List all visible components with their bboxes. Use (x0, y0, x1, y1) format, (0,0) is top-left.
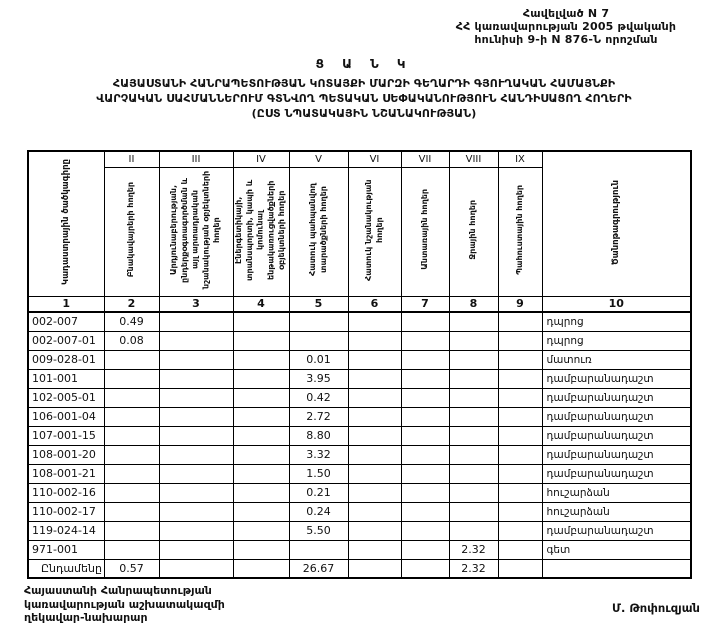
cell-area-value (104, 350, 159, 369)
cell-cadastral-code: 002-007 (28, 312, 104, 331)
cell-area-value (348, 388, 401, 407)
cell-area-value (348, 559, 401, 578)
cell-area-value: 0.08 (104, 331, 159, 350)
cell-area-value (449, 483, 498, 502)
col-number: 2 (104, 296, 159, 312)
cell-note: գետ (542, 540, 691, 559)
cell-area-value: 3.32 (289, 445, 348, 464)
land-categories-table (27, 150, 692, 579)
cell-area-value (233, 464, 289, 483)
cell-area-value: 5.50 (289, 521, 348, 540)
col-header-text: Բնակավայրերի հողեր (126, 181, 136, 278)
cell-area-value: 2.72 (289, 407, 348, 426)
cell-area-value: 0.57 (104, 559, 159, 578)
cell-area-value: 1.50 (289, 464, 348, 483)
cell-area-value (401, 540, 449, 559)
cell-area-value (401, 521, 449, 540)
cell-area-value: 26.67 (289, 559, 348, 578)
document-type-heading: Ց Ա Ն Կ (315, 57, 413, 71)
cell-area-value (401, 350, 449, 369)
table-row (28, 407, 691, 426)
col-header-text: Ջրային հողեր (468, 199, 478, 260)
cell-area-value (233, 350, 289, 369)
cell-area-value (104, 540, 159, 559)
cell-area-value (498, 540, 542, 559)
cell-area-value (348, 483, 401, 502)
col-number: 1 (28, 296, 104, 312)
cell-area-value (289, 331, 348, 350)
cell-note: դամբարանադաշտ (542, 369, 691, 388)
cell-area-value (233, 559, 289, 578)
cell-cadastral-code: 102-005-01 (28, 388, 104, 407)
cell-area-value (401, 464, 449, 483)
col-header-forest-lands (401, 167, 449, 296)
cell-area-value (498, 464, 542, 483)
cell-area-value (104, 426, 159, 445)
cell-area-value (449, 502, 498, 521)
cell-cadastral-code: 108-001-21 (28, 464, 104, 483)
cell-area-value (401, 483, 449, 502)
issuer-line: կառավարության աշխատակազմի (24, 597, 225, 611)
cell-area-value (104, 407, 159, 426)
table-row (28, 464, 691, 483)
col-header-text: Պահուստային հողեր (514, 184, 524, 275)
cell-area-value (449, 369, 498, 388)
col-numeral: V (289, 151, 348, 167)
col-header-cadastral-code (28, 151, 104, 296)
annex-line: ՀՀ կառավարության 2005 թվականի (455, 20, 677, 33)
col-header-text: Արդյունաբերության, ընդերքօգտագործման և այլ արտադրական նշանակության օբյեկտների հողեր (169, 170, 222, 289)
annex-reference-block (420, 7, 712, 46)
cell-note: մատուռ (542, 350, 691, 369)
cell-area-value (159, 464, 233, 483)
title-line: ՀԱՅԱՍՏԱՆԻ ՀԱՆՐԱՊԵՏՈՒԹՅԱՆ ԿՈՏԱՅՔԻ ՄԱՐԶԻ ԳԵՂԱՐԴԻ ԳՅՈՒՂԱԿԱՆ ՀԱՄԱՅՆՔԻ (112, 77, 616, 90)
cell-area-value (401, 407, 449, 426)
col-number: 7 (401, 296, 449, 312)
cell-area-value (159, 559, 233, 578)
cell-area-value (159, 388, 233, 407)
table-row (28, 369, 691, 388)
cell-area-value (159, 445, 233, 464)
cell-note: դամբարանադաշտ (542, 521, 691, 540)
cell-area-value (233, 540, 289, 559)
col-number: 8 (449, 296, 498, 312)
cell-area-value (348, 540, 401, 559)
table-row (28, 502, 691, 521)
col-number: 4 (233, 296, 289, 312)
cell-cadastral-code: 106-001-04 (28, 407, 104, 426)
cell-area-value (104, 445, 159, 464)
cell-area-value (348, 312, 401, 331)
cell-area-value (348, 369, 401, 388)
annex-line: Հավելված N 7 (522, 7, 610, 20)
cell-area-value (498, 331, 542, 350)
cell-area-value (401, 445, 449, 464)
cell-area-value (348, 407, 401, 426)
cell-cadastral-code: 107-001-15 (28, 426, 104, 445)
roman-numeral-row (28, 151, 691, 167)
col-number: 6 (348, 296, 401, 312)
col-numeral: II (104, 151, 159, 167)
table-row (28, 312, 691, 331)
cell-area-value (401, 426, 449, 445)
cell-area-value (159, 407, 233, 426)
cell-area-value (449, 388, 498, 407)
cell-area-value (104, 464, 159, 483)
cell-cadastral-code: 108-001-20 (28, 445, 104, 464)
cell-area-value: 0.42 (289, 388, 348, 407)
col-header-special-purpose-lands (348, 167, 401, 296)
cell-area-value (449, 331, 498, 350)
cell-area-value (498, 559, 542, 578)
document-title (4, 76, 724, 121)
table-body (28, 312, 691, 578)
cell-area-value (159, 312, 233, 331)
cell-area-value (233, 502, 289, 521)
cell-cadastral-code: 119-024-14 (28, 521, 104, 540)
cell-area-value (233, 407, 289, 426)
cell-note: հուշարձան (542, 502, 691, 521)
cell-area-value (104, 388, 159, 407)
issuer-line: Հայաստանի Հանրապետության (24, 584, 212, 597)
cell-area-value (498, 483, 542, 502)
cell-area-value (159, 521, 233, 540)
cell-area-value (104, 483, 159, 502)
cell-area-value (498, 502, 542, 521)
table-row (28, 426, 691, 445)
cell-area-value (233, 388, 289, 407)
cell-note: դպրոց (542, 312, 691, 331)
cell-area-value (498, 426, 542, 445)
issuer-line: ղեկավար-նախարար (24, 611, 148, 624)
cell-area-value (233, 521, 289, 540)
cell-area-value (498, 312, 542, 331)
col-header-text: Հատուկ պահպանվող տարածքների հողեր (307, 183, 328, 276)
cell-area-value (449, 464, 498, 483)
cell-area-value (159, 540, 233, 559)
col-header-text: Էներգետիկայի, տրանսպորտի, կապի և կոմունալ ենթակառուցվածքների օբյեկտների հողեր (234, 178, 287, 281)
column-numbers-row (28, 296, 691, 312)
cell-area-value (498, 388, 542, 407)
cell-area-value (449, 445, 498, 464)
annex-line: հունիսի 9-ի N 876-Ն որոշման (474, 33, 658, 46)
col-header-note (542, 151, 691, 296)
col-numeral: III (159, 151, 233, 167)
cell-area-value (401, 388, 449, 407)
cell-area-value (348, 521, 401, 540)
table-row (28, 445, 691, 464)
cell-area-value (401, 502, 449, 521)
cell-area-value (104, 502, 159, 521)
cell-area-value (159, 483, 233, 502)
cell-note: դամբարանադաշտ (542, 388, 691, 407)
title-line: ՎԱՐՉԱԿԱՆ ՍԱՀՄԱՆՆԵՐՈՒՄ ԳՏՆՎՈՂ ՊԵՏԱԿԱՆ ՍԵՓԱԿԱՆՈՒԹՅՈՒՆ ՀԱՆԴԻՍԱՑՈՂ ՀՈՂԵՐԻ (96, 92, 632, 105)
cell-cadastral-code: 009-028-01 (28, 350, 104, 369)
cell-area-value: 2.32 (449, 559, 498, 578)
cell-area-value: 3.95 (289, 369, 348, 388)
cell-cadastral-code: 971-001 (28, 540, 104, 559)
cell-area-value (348, 350, 401, 369)
cell-area-value (233, 445, 289, 464)
col-number: 10 (542, 296, 691, 312)
col-number: 5 (289, 296, 348, 312)
cell-area-value: 2.32 (449, 540, 498, 559)
cell-area-value (104, 521, 159, 540)
cell-area-value (498, 445, 542, 464)
cell-area-value (449, 521, 498, 540)
cell-area-value (498, 369, 542, 388)
cell-area-value (348, 426, 401, 445)
col-header-text: Կադաստրային ծածկագիրը (60, 159, 71, 286)
cell-area-value (233, 369, 289, 388)
total-row (28, 559, 691, 578)
cell-area-value (159, 350, 233, 369)
cell-area-value (449, 407, 498, 426)
col-header-text: Հատուկ նշանակության հողեր (363, 178, 384, 281)
cell-area-value (289, 312, 348, 331)
table-row (28, 540, 691, 559)
cell-area-value (498, 407, 542, 426)
col-header-protected-areas-lands (289, 167, 348, 296)
cell-cadastral-code: 002-007-01 (28, 331, 104, 350)
cell-area-value (233, 483, 289, 502)
cell-area-value (348, 445, 401, 464)
cell-area-value (498, 350, 542, 369)
issuer-block (24, 584, 225, 625)
col-header-water-lands (449, 167, 498, 296)
cell-cadastral-code: 110-002-16 (28, 483, 104, 502)
cell-area-value (159, 426, 233, 445)
col-numeral: IV (233, 151, 289, 167)
cell-area-value (498, 521, 542, 540)
table-row (28, 388, 691, 407)
cell-area-value (401, 369, 449, 388)
table-row (28, 350, 691, 369)
col-header-text: Անտառային հողեր (419, 189, 429, 270)
col-numeral: IX (498, 151, 542, 167)
cell-area-value (449, 426, 498, 445)
cell-area-value (348, 502, 401, 521)
cell-note: դամբարանադաշտ (542, 426, 691, 445)
col-numeral: VI (348, 151, 401, 167)
cell-note: հուշարձան (542, 483, 691, 502)
table-row (28, 483, 691, 502)
signature-name: Մ. Թոփուզյան (612, 601, 700, 615)
cell-cadastral-code: 101-001 (28, 369, 104, 388)
cell-note: դպրոց (542, 331, 691, 350)
cell-area-value: 0.01 (289, 350, 348, 369)
col-header-industry-lands (159, 167, 233, 296)
cell-area-value (401, 331, 449, 350)
cell-area-value (159, 331, 233, 350)
cell-note: դամբարանադաշտ (542, 407, 691, 426)
col-numeral: VIII (449, 151, 498, 167)
cell-area-value (159, 502, 233, 521)
cell-area-value: 0.21 (289, 483, 348, 502)
table-row (28, 331, 691, 350)
cell-area-value (233, 312, 289, 331)
cell-area-value (233, 426, 289, 445)
cell-area-value: 8.80 (289, 426, 348, 445)
col-number: 9 (498, 296, 542, 312)
cell-area-value: 0.24 (289, 502, 348, 521)
cell-area-value (233, 331, 289, 350)
col-number: 3 (159, 296, 233, 312)
title-line: (ԸՍՏ ՆՊԱՏԱԿԱՅԻՆ ՆՇԱՆԱԿՈՒԹՅԱՆ) (251, 107, 477, 120)
col-header-energy-transport-lands (233, 167, 289, 296)
cell-cadastral-code: Ընդամենը (28, 559, 104, 578)
cell-area-value (449, 350, 498, 369)
table-row (28, 521, 691, 540)
cell-area-value (348, 331, 401, 350)
cell-area-value (401, 559, 449, 578)
cell-area-value (401, 312, 449, 331)
col-numeral: VII (401, 151, 449, 167)
cell-area-value (348, 464, 401, 483)
cell-cadastral-code: 110-002-17 (28, 502, 104, 521)
col-header-text: Ծանոթագրություն (610, 179, 621, 265)
cell-note: դամբարանադաշտ (542, 464, 691, 483)
cell-area-value (449, 312, 498, 331)
cell-note (542, 559, 691, 578)
cell-area-value (104, 369, 159, 388)
col-header-settlement-lands (104, 167, 159, 296)
cell-area-value (159, 369, 233, 388)
cell-area-value: 0.49 (104, 312, 159, 331)
col-header-reserve-lands (498, 167, 542, 296)
cell-note: դամբարանադաշտ (542, 445, 691, 464)
cell-area-value (289, 540, 348, 559)
